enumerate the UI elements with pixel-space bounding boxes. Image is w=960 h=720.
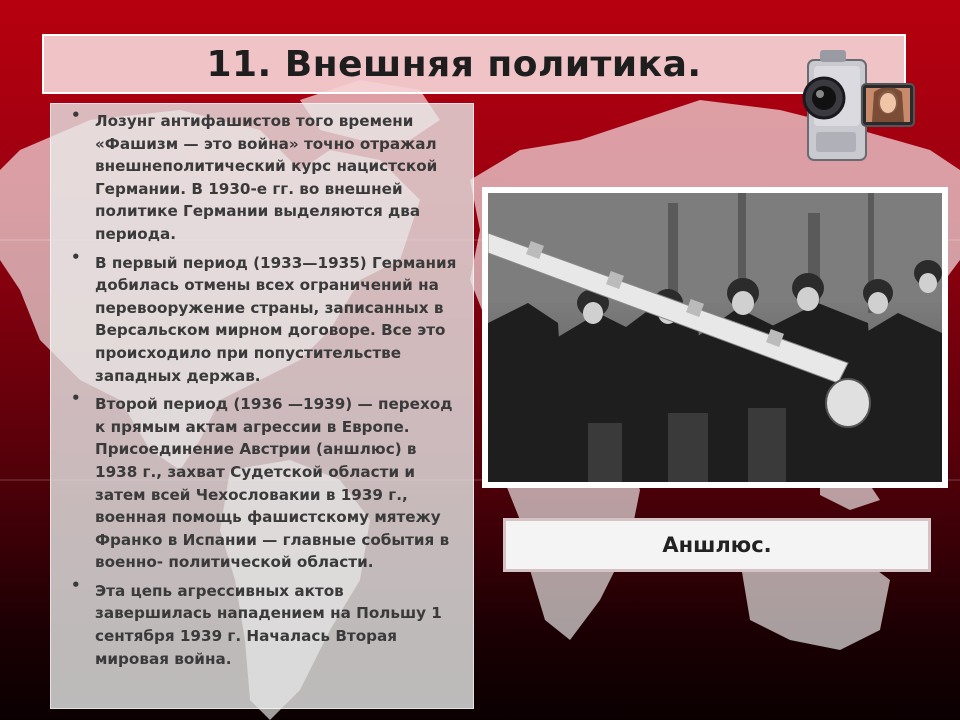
text-panel: [50, 103, 474, 709]
photo-frame: [482, 187, 948, 488]
bullet-glyph: •: [71, 247, 81, 266]
bullet-glyph: •: [71, 575, 81, 594]
list-item: [63, 575, 457, 670]
bullet-list: [63, 106, 457, 670]
bullet-text: Эта цепь агрессивных актов завершилась нападением на Польшу 1 сентября 1939 г. Началась Вторая мировая война.: [95, 581, 442, 668]
historical-photo: [488, 193, 942, 482]
photo-caption-box: [503, 518, 931, 572]
list-item: [63, 247, 457, 388]
slide-title: 11. Внешняя политика.: [206, 43, 702, 85]
list-item: [63, 106, 457, 246]
bullet-text: Лозунг антифашистов того времени «Фашизм — это война» точно отражал внешнеполитический курс нацистской Германии. В 1930-е гг. во внешней политике Германии выделяются два периода.: [95, 112, 438, 243]
list-item: [63, 389, 457, 574]
bullet-text: Второй период (1936 —1939) — переход к прямым актам агрессии в Европе. Присоединение Австрии (аншлюс) в 1938 г., захват Судетской области и затем всей Чехословакии в 1939 г., военная помощь фашистскому мятежу Франко в Испании — главные события в военно- политической области.: [95, 395, 453, 572]
bullet-text: В первый период (1933—1935) Германия добилась отмены всех ограничений на перевооружение страны, записанных в Версальском мирном договоре. Все это происходило при попустительстве западных держав.: [95, 253, 457, 385]
video-camera-icon: [790, 40, 920, 170]
photo-caption: Аншлюс.: [662, 533, 772, 557]
bullet-glyph: •: [71, 389, 81, 408]
bullet-glyph: •: [71, 106, 81, 124]
title-bar: [42, 34, 906, 94]
